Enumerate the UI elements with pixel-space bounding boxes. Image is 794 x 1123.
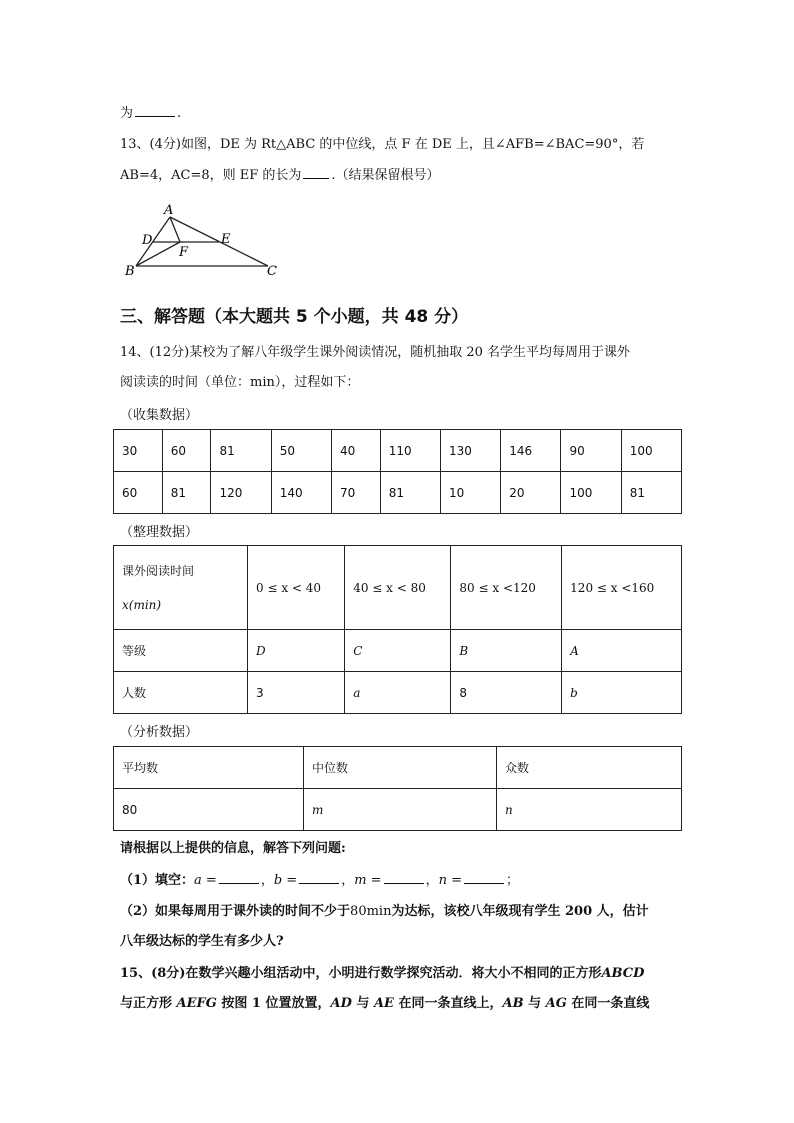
collect-cell: 100 [621,430,681,472]
part1-n-blank[interactable] [464,871,504,884]
grade-row [114,630,682,672]
q15-ad: AD [330,996,352,1011]
q12-tail [120,104,690,123]
part2-line1-b: 为达标，该校八年级现有学生 200 人，估计 [391,904,649,919]
collect-cell: 81 [380,472,440,514]
analyze-header-cell: 中位数 [304,747,497,789]
q15-line2-c: 按图 1 位置放置， [221,996,331,1011]
collect-data-label: （收集数据） [120,408,199,423]
q15-ag: AG [545,996,567,1011]
collect-cell: 40 [331,430,380,472]
analyze-data-table [113,746,682,831]
triangle-figure [122,200,282,280]
label-c: C [267,264,277,279]
analyze-data-label: （分析数据） [120,725,199,740]
q15-line2-k: 在同一条直线 [571,996,650,1011]
collect-cell: 20 [501,472,561,514]
range-cell: 0 ≤ x < 40 [248,546,345,630]
grade-cell: B [451,630,562,672]
collect-cell: 10 [440,472,500,514]
collect-cell: 90 [561,430,621,472]
part1-prefix: （1）填空： [120,873,195,888]
label-b: B [125,264,135,279]
collect-cell: 50 [271,430,331,472]
q13-answer-blank[interactable] [303,166,329,179]
collect-cell: 60 [114,472,163,514]
count-row [114,672,682,714]
collect-cell: 81 [211,430,271,472]
collect-cell: 100 [561,472,621,514]
q14-part2-line2: 八年级达标的学生有多少人? [120,934,284,949]
part1-sep: ， [341,873,355,888]
collect-cell: 120 [211,472,271,514]
part1-m-blank[interactable] [384,871,424,884]
q14-part2-line1 [120,903,690,921]
organize-header-cell [114,546,248,630]
label-d: D [142,233,153,248]
count-cell: 3 [248,672,345,714]
collect-cell: 110 [380,430,440,472]
q15-abcd: ABCD [601,966,645,981]
q15-line1 [120,965,690,983]
part1-a-blank[interactable] [219,871,259,884]
q14-line2: 阅读读的时间（单位：min），过程如下： [120,375,360,390]
collect-cell: 30 [114,430,163,472]
collect-cell: 70 [331,472,380,514]
q15-ae: AE [373,996,394,1011]
q14-prompt: 请根据以上提供的信息，解答下列问题: [120,841,346,856]
organize-data-label: （整理数据） [120,525,199,540]
part1-end: ； [506,873,520,888]
count-label: 人数 [114,672,248,714]
organize-header-row [114,546,682,630]
part1-n-label: n = [438,873,462,888]
q15-line2-e: 与 [356,996,370,1011]
q13-line2-a: AB=4，AC=8，则 EF 的长为 [120,168,302,183]
collect-data-table [113,429,682,514]
part1-b-blank[interactable] [299,871,339,884]
q13-line1: 13、(4分)如图，DE 为 Rt△ABC 的中位线，点 F 在 DE 上，且∠AFB=∠BAC=90°，若 [120,137,645,152]
part1-b-label: b = [273,873,298,888]
label-e: E [221,232,231,247]
q15-line2-i: 与 [528,996,542,1011]
grade-cell: C [345,630,451,672]
collect-row-2 [114,472,682,514]
q15-aefg: AEFG [176,996,217,1011]
q13-line2-b: .（结果保留根号） [331,168,440,183]
q12-tail-text: 为 [120,106,134,121]
analyze-value-row [114,789,682,831]
analyze-value-cell: n [497,789,682,831]
range-cell: 80 ≤ x <120 [451,546,562,630]
q15-ab: AB [502,996,524,1011]
range-cell: 40 ≤ x < 80 [345,546,451,630]
section-3-title: 三、解答题（本大题共 5 个小题，共 48 分） [120,307,469,327]
label-a: A [164,203,174,218]
count-cell: b [562,672,682,714]
organize-header-line2: x(min) [122,597,162,612]
part1-a-label: a = [194,873,217,888]
analyze-header-row [114,747,682,789]
analyze-header-cell: 平均数 [114,747,304,789]
grade-cell: D [248,630,345,672]
collect-row-1 [114,430,682,472]
label-f: F [179,245,189,260]
q13-line2 [120,166,690,185]
part2-line1-a: （2）如果每周用于课外读的时间不少于 [120,904,351,919]
q15-line2-g: 在同一条直线上， [398,996,503,1011]
collect-cell: 81 [162,472,211,514]
organize-data-table [113,545,682,714]
part1-sep: ， [425,873,439,888]
q12-answer-blank[interactable] [135,104,175,117]
collect-cell: 81 [621,472,681,514]
part1-m-label: m = [354,873,382,888]
part2-value: 80min [350,904,392,919]
collect-cell: 130 [440,430,500,472]
count-cell: 8 [451,672,562,714]
count-cell: a [345,672,451,714]
q14-line1: 14、(12分)某校为了解八年级学生课外阅读情况，随机抽取 20 名学生平均每周用于课外 [120,345,631,360]
q15-line1-a: 15、(8分)在数学兴趣小组活动中，小明进行数学探究活动．将大小不相同的正方形 [120,966,602,981]
q15-line2-a: 与正方形 [120,996,173,1011]
q14-part1 [120,871,690,890]
analyze-value-cell: 80 [114,789,304,831]
collect-cell: 146 [501,430,561,472]
grade-label: 等级 [114,630,248,672]
organize-header-line1: 课外阅读时间 [122,563,195,578]
collect-cell: 60 [162,430,211,472]
q15-line2 [120,995,690,1013]
q12-tail-end: . [177,106,182,121]
analyze-header-cell: 众数 [497,747,682,789]
range-cell: 120 ≤ x <160 [562,546,682,630]
collect-cell: 140 [271,472,331,514]
analyze-value-cell: m [304,789,497,831]
grade-cell: A [562,630,682,672]
part1-sep: ， [260,873,274,888]
